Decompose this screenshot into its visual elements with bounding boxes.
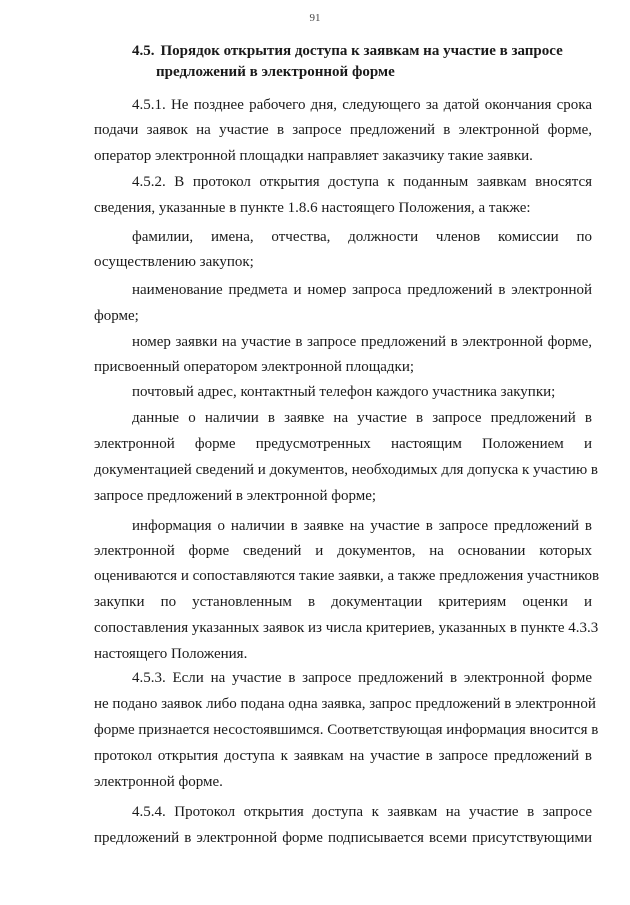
text-line: 4.5.3. Если на участие в запросе предложений в электронной форме [132, 670, 592, 686]
text-line: не подано заявок либо подана одна заявка, запрос предложений в электронной [94, 696, 596, 712]
section-title-line-2: предложений в электронной форме [156, 64, 395, 80]
text-line: 4.5.4. Протокол открытия доступа к заявкам на участие в запросе [132, 804, 592, 820]
text-line: предложений в электронной форме подписывается всеми присутствующими [94, 830, 592, 846]
section-title-line-1: Порядок открытия доступа к заявкам на участие в запросе [160, 43, 563, 59]
text-line: 4.5.2. В протокол открытия доступа к поданным заявкам вносятся [132, 174, 592, 190]
text-line: настоящего Положения. [94, 646, 248, 662]
text-line: запросе предложений в электронной форме; [94, 488, 377, 504]
text-line: документацией сведений и документов, необходимых для допуска к участию в [94, 462, 599, 478]
text-line: форме; [94, 308, 139, 324]
text-line: осуществлению закупок; [94, 254, 254, 270]
section-number: 4.5. [132, 43, 155, 59]
text-line: закупки по установленным в документации критериям оценки и [94, 594, 592, 610]
text-line: данные о наличии в заявке на участие в запросе предложений в [132, 410, 592, 426]
section-heading [132, 41, 592, 83]
text-line: сопоставления указанных заявок из числа критериев, указанных в пункте 4.3.3 [94, 620, 599, 636]
text-line: почтовый адрес, контактный телефон каждого участника закупки; [132, 384, 556, 400]
text-line: подачи заявок на участие в запросе предложений в электронной форме, [94, 122, 592, 138]
text-line: 4.5.1. Не позднее рабочего дня, следующего за датой окончания срока [132, 97, 592, 113]
text-line: электронной форме сведений и документов, на основании которых [94, 543, 592, 559]
text-line: присвоенный оператором электронной площадки; [94, 359, 415, 375]
page-number: 91 [309, 12, 321, 24]
text-line: электронной форме предусмотренных настоящим Положением и [94, 436, 592, 452]
text-line: информация о наличии в заявке на участие в запросе предложений в [132, 518, 592, 534]
text-line: оператор электронной площадки направляет заказчику такие заявки. [94, 148, 533, 164]
text-line: электронной форме. [94, 774, 223, 790]
text-line: оцениваются и сопоставляются такие заявки, а также предложения участников [94, 568, 600, 584]
text-line: сведения, указанные в пункте 1.8.6 настоящего Положения, а также: [94, 200, 531, 216]
text-line: фамилии, имена, отчества, должности членов комиссии по [132, 229, 592, 245]
text-line: форме признается несостоявшимся. Соответствующая информация вносится в [94, 722, 599, 738]
text-line: номер заявки на участие в запросе предложений в электронной форме, [132, 334, 592, 350]
text-line: наименование предмета и номер запроса предложений в электронной [132, 282, 592, 298]
text-line: протокол открытия доступа к заявкам на участие в запросе предложений в [94, 748, 592, 764]
